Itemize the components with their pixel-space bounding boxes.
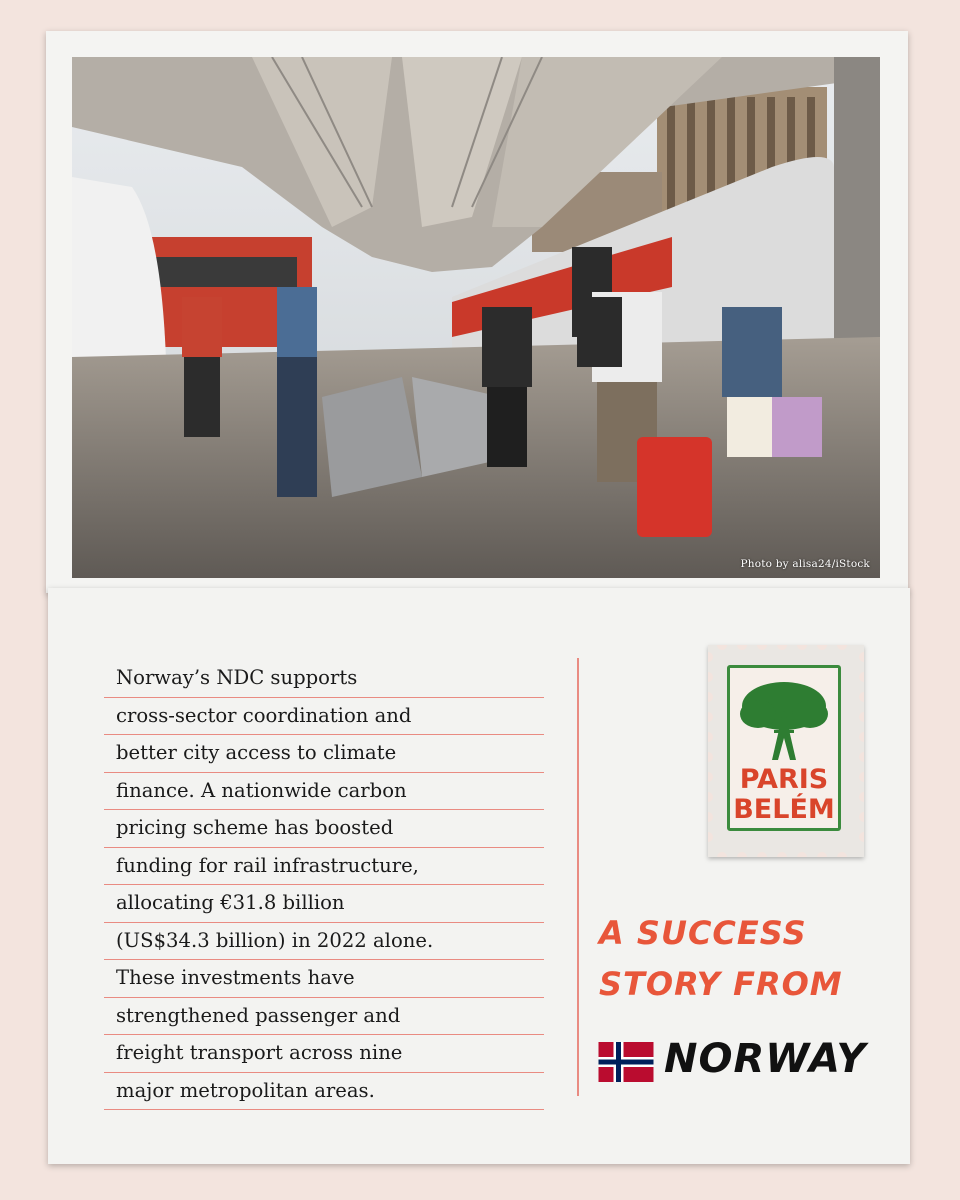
stamp-frame [727, 665, 841, 831]
story-line: (US$34.3 billion) in 2022 alone. [104, 923, 544, 961]
story-line: funding for rail infrastructure, [104, 848, 544, 886]
train-station-photo [72, 57, 880, 578]
stamp-belem: BELÉM [733, 794, 835, 825]
photo-credit: Photo by alisa24/iStock [740, 558, 870, 570]
postcard-divider [577, 658, 579, 1096]
story-line: pricing scheme has boosted [104, 810, 544, 848]
headline-line-2: STORY FROM [599, 965, 843, 1003]
story-line: These investments have [104, 960, 544, 998]
story-line: allocating €31.8 billion [104, 885, 544, 923]
story-line: major metropolitan areas. [104, 1073, 544, 1111]
headline-line-1: A SUCCESS [599, 914, 807, 952]
story-line: Norway’s NDC supports [104, 660, 544, 698]
story-line: freight transport across nine [104, 1035, 544, 1073]
story-line: cross-sector coordination and [104, 698, 544, 736]
stamp-paris: PARIS [739, 764, 829, 795]
story-line: finance. A nationwide carbon [104, 773, 544, 811]
postage-stamp [708, 645, 864, 857]
norway-flag-icon [598, 1042, 654, 1082]
story-line: better city access to climate [104, 735, 544, 773]
tree-eiffel-tower-icon [730, 668, 838, 828]
photo-illustration [72, 57, 880, 578]
story-text [104, 660, 544, 1110]
country-name: NORWAY [664, 1036, 867, 1082]
story-line: strengthened passenger and [104, 998, 544, 1036]
